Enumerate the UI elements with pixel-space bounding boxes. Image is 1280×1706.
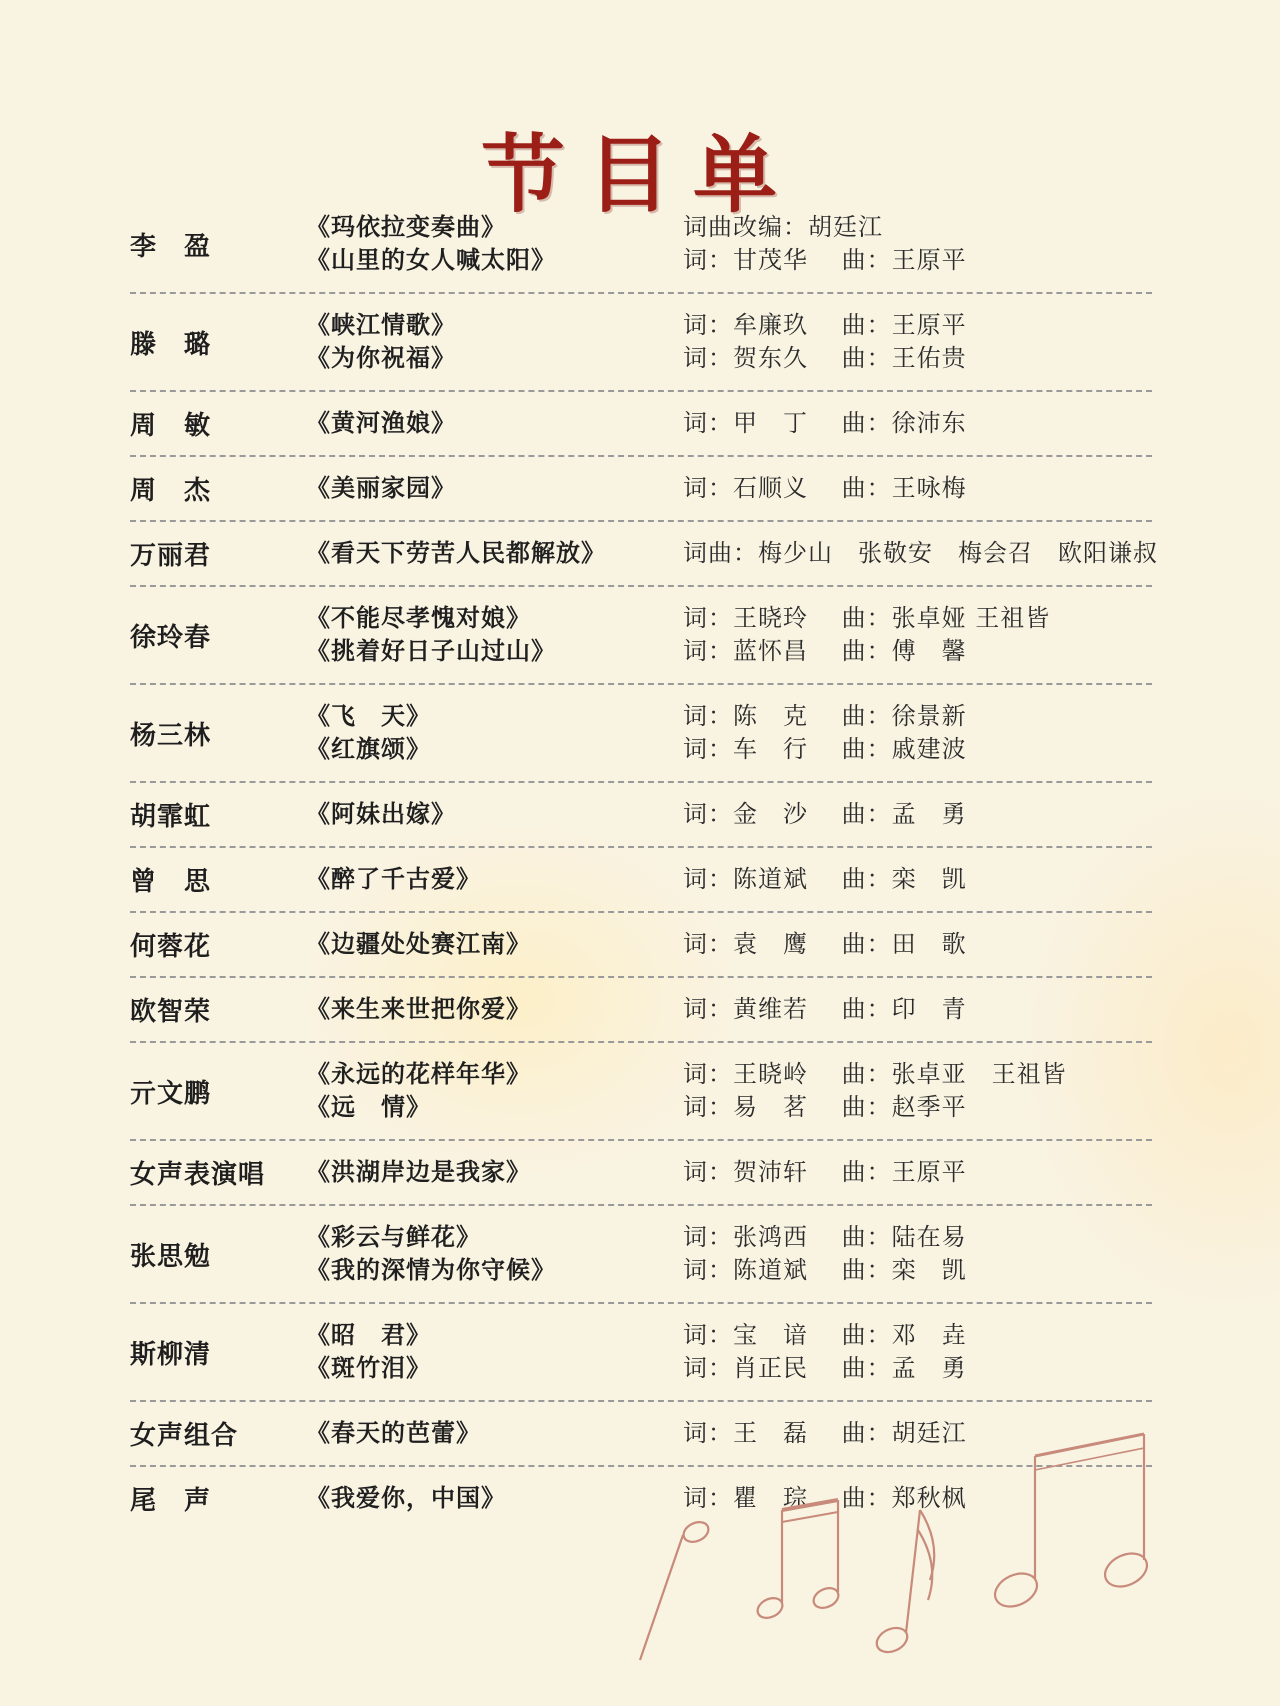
performer-name: 杨三林 bbox=[130, 720, 212, 751]
song-credit: 词：石顺义 曲：王咏梅 bbox=[683, 474, 967, 502]
performer-name: 女声组合 bbox=[130, 1421, 239, 1451]
program-row bbox=[130, 196, 1152, 294]
song-credit: 词：甲 丁 曲：徐沛东 bbox=[683, 409, 967, 437]
song-credit: 词：陈 克 曲：徐景新 bbox=[683, 702, 967, 730]
song-title: 《永远的花样年华》 bbox=[306, 1060, 531, 1088]
song-credit: 词：宝 谙 曲：邓 垚 bbox=[683, 1321, 967, 1349]
song-credit: 词：甘茂华 曲：王原平 bbox=[683, 246, 967, 274]
song-list bbox=[306, 995, 666, 1024]
song-list bbox=[306, 1060, 666, 1122]
credit-list bbox=[683, 1158, 1183, 1187]
song-title: 《不能尽孝愧对娘》 bbox=[306, 604, 531, 632]
performer-name: 周 杰 bbox=[130, 476, 212, 506]
song-credit: 词：易 茗 曲：赵季平 bbox=[683, 1093, 967, 1121]
performer-name: 欧智荣 bbox=[130, 997, 212, 1027]
credit-list bbox=[683, 865, 1183, 894]
song-list bbox=[306, 539, 666, 568]
song-title: 《玛依拉变奏曲》 bbox=[306, 213, 506, 241]
performer-name: 徐玲春 bbox=[130, 622, 212, 653]
performer-name: 滕 璐 bbox=[130, 329, 212, 360]
song-title: 《为你祝福》 bbox=[306, 344, 456, 372]
song-list bbox=[306, 409, 666, 438]
credit-list bbox=[683, 930, 1183, 959]
credit-list bbox=[683, 474, 1183, 503]
song-list bbox=[306, 213, 666, 275]
performer-name: 万丽君 bbox=[130, 541, 212, 571]
song-credit: 词：袁 鹰 曲：田 歌 bbox=[683, 930, 967, 958]
program-row bbox=[130, 522, 1158, 587]
performer-name: 胡霏虹 bbox=[130, 802, 212, 832]
song-title: 《阿妹出嫁》 bbox=[306, 800, 456, 828]
song-title: 《我的深情为你守候》 bbox=[306, 1256, 556, 1284]
credit-list bbox=[683, 311, 1183, 373]
performer-name: 张思勉 bbox=[130, 1241, 212, 1272]
credit-list bbox=[683, 1060, 1183, 1122]
page-title: 节目单 bbox=[480, 125, 799, 225]
program-row bbox=[130, 783, 1152, 848]
performer-name: 尾 声 bbox=[130, 1486, 212, 1516]
song-credit: 词：瞿 琮 曲：郑秋枫 bbox=[683, 1484, 967, 1512]
song-list bbox=[306, 604, 666, 666]
performer-name: 斯柳清 bbox=[130, 1339, 212, 1370]
song-credit: 词：张鸿西 曲：陆在易 bbox=[683, 1223, 967, 1251]
performer-name: 何蓉花 bbox=[130, 932, 212, 962]
song-credit: 词：陈道斌 曲：栾 凯 bbox=[683, 865, 967, 893]
program-row bbox=[130, 1206, 1152, 1304]
credit-list bbox=[683, 604, 1183, 666]
song-title: 《斑竹泪》 bbox=[306, 1354, 431, 1382]
credit-list bbox=[683, 702, 1183, 764]
song-credit: 词：牟廉玖 曲：王原平 bbox=[683, 311, 967, 339]
song-list bbox=[306, 930, 666, 959]
song-title: 《看天下劳苦人民都解放》 bbox=[306, 539, 606, 567]
song-title: 《山里的女人喊太阳》 bbox=[306, 246, 556, 274]
song-title: 《来生来世把你爱》 bbox=[306, 995, 531, 1023]
program-list bbox=[130, 196, 1158, 1530]
song-title: 《远 情》 bbox=[306, 1093, 431, 1121]
song-title: 《我爱你，中国》 bbox=[306, 1484, 506, 1512]
song-title: 《春天的芭蕾》 bbox=[306, 1419, 481, 1447]
song-title: 《美丽家园》 bbox=[306, 474, 456, 502]
song-title: 《红旗颂》 bbox=[306, 735, 431, 763]
song-title: 《边疆处处赛江南》 bbox=[306, 930, 531, 958]
song-title: 《昭 君》 bbox=[306, 1321, 431, 1349]
song-credit: 词曲改编：胡廷江 bbox=[683, 213, 883, 241]
performer-name: 曾 思 bbox=[130, 867, 212, 897]
program-row bbox=[130, 392, 1152, 457]
program-row bbox=[130, 1304, 1152, 1402]
credit-list bbox=[683, 539, 1183, 568]
performer-name: 周 敏 bbox=[130, 411, 212, 441]
song-title: 《飞 天》 bbox=[306, 702, 431, 730]
song-list bbox=[306, 474, 666, 503]
program-row bbox=[130, 848, 1152, 913]
song-title: 《醉了千古爱》 bbox=[306, 865, 481, 893]
program-row bbox=[130, 913, 1152, 978]
song-credit: 词：肖正民 曲：孟 勇 bbox=[683, 1354, 967, 1382]
song-credit: 词：王晓岭 曲：张卓亚 王祖皆 bbox=[683, 1060, 1067, 1088]
program-row bbox=[130, 294, 1152, 392]
program-row bbox=[130, 587, 1152, 685]
song-list bbox=[306, 702, 666, 764]
song-credit: 词：王晓玲 曲：张卓娅 王祖皆 bbox=[683, 604, 1051, 632]
song-list bbox=[306, 1484, 666, 1513]
credit-list bbox=[683, 995, 1183, 1024]
song-list bbox=[306, 1419, 666, 1448]
song-credit: 词：贺东久 曲：王佑贵 bbox=[683, 344, 967, 372]
song-title: 《挑着好日子山过山》 bbox=[306, 637, 556, 665]
performer-name: 亓文鹏 bbox=[130, 1078, 212, 1109]
performer-name: 李 盈 bbox=[130, 231, 212, 262]
song-list bbox=[306, 1158, 666, 1187]
credit-list bbox=[683, 213, 1183, 275]
song-credit: 词：蓝怀昌 曲：傅 馨 bbox=[683, 637, 967, 665]
credit-list bbox=[683, 1223, 1183, 1285]
song-credit: 词：陈道斌 曲：栾 凯 bbox=[683, 1256, 967, 1284]
program-row bbox=[130, 457, 1152, 522]
song-credit: 词：黄维若 曲：印 青 bbox=[683, 995, 967, 1023]
credit-list bbox=[683, 1321, 1183, 1383]
song-credit: 词：贺沛轩 曲：王原平 bbox=[683, 1158, 967, 1186]
song-credit: 词：金 沙 曲：孟 勇 bbox=[683, 800, 967, 828]
song-list bbox=[306, 1321, 666, 1383]
song-credit: 词曲：梅少山 张敬安 梅会召 欧阳谦叔 bbox=[683, 539, 1158, 567]
song-title: 《洪湖岸边是我家》 bbox=[306, 1158, 531, 1186]
song-title: 《彩云与鲜花》 bbox=[306, 1223, 481, 1251]
song-credit: 词：王 磊 曲：胡廷江 bbox=[683, 1419, 967, 1447]
song-list bbox=[306, 865, 666, 894]
song-title: 《黄河渔娘》 bbox=[306, 409, 456, 437]
program-row bbox=[130, 1141, 1152, 1206]
program-row bbox=[130, 1043, 1152, 1141]
song-title: 《峡江情歌》 bbox=[306, 311, 456, 339]
performer-name: 女声表演唱 bbox=[130, 1160, 266, 1190]
program-row bbox=[130, 685, 1152, 783]
program-row bbox=[130, 978, 1152, 1043]
credit-list bbox=[683, 800, 1183, 829]
music-notes-icon bbox=[630, 1430, 1150, 1690]
song-list bbox=[306, 800, 666, 829]
song-list bbox=[306, 1223, 666, 1285]
credit-list bbox=[683, 409, 1183, 438]
song-credit: 词：车 行 曲：戚建波 bbox=[683, 735, 967, 763]
song-list bbox=[306, 311, 666, 373]
